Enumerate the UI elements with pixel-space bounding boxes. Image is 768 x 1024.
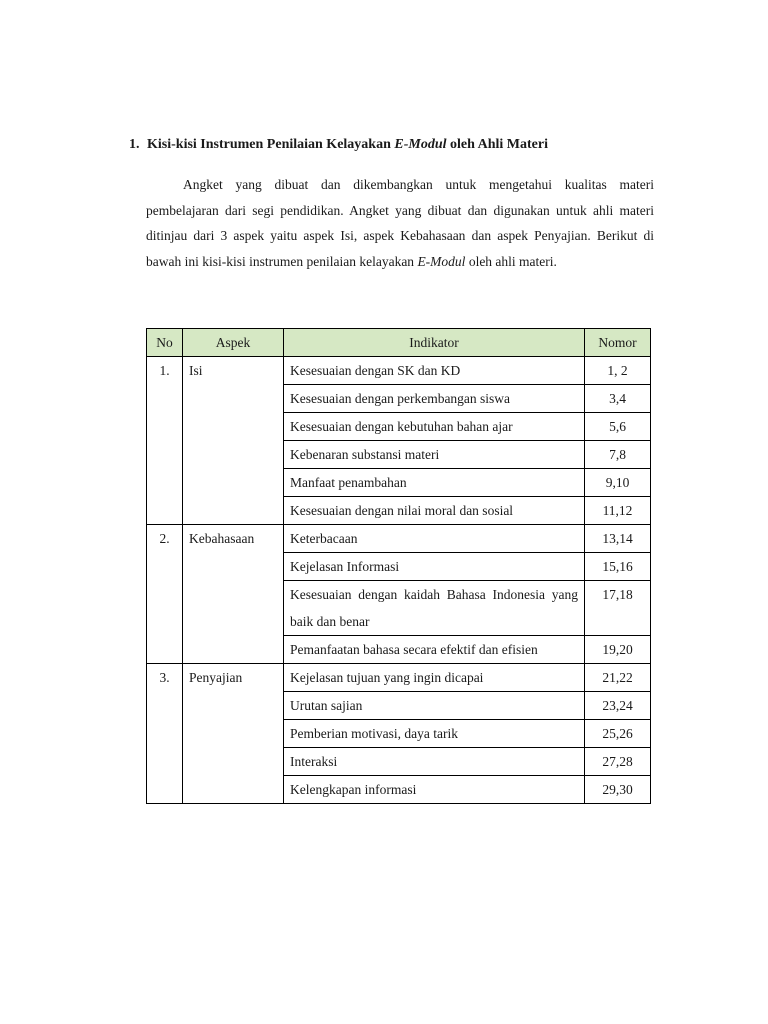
table-header-row xyxy=(147,329,651,357)
cell-indikator: Kesesuaian dengan kebutuhan bahan ajar xyxy=(284,413,585,441)
cell-no-empty xyxy=(147,469,183,497)
heading-italic-text: E-Modul xyxy=(394,137,447,152)
cell-nomor: 11,12 xyxy=(585,497,651,525)
cell-aspek-empty xyxy=(183,776,284,804)
cell-aspek-empty xyxy=(183,748,284,776)
table-row xyxy=(147,664,651,692)
cell-indikator: Pemberian motivasi, daya tarik xyxy=(284,720,585,748)
table-row xyxy=(147,441,651,469)
table-row xyxy=(147,776,651,804)
cell-indikator: Kejelasan tujuan yang ingin dicapai xyxy=(284,664,585,692)
cell-indikator: Kejelasan Informasi xyxy=(284,553,585,581)
cell-nomor: 27,28 xyxy=(585,748,651,776)
cell-indikator: Kesesuaian dengan nilai moral dan sosial xyxy=(284,497,585,525)
cell-aspek: Kebahasaan xyxy=(183,525,284,553)
cell-indikator: Manfaat penambahan xyxy=(284,469,585,497)
cell-indikator: Pemanfaatan bahasa secara efektif dan efisien xyxy=(284,636,585,664)
cell-aspek-empty xyxy=(183,441,284,469)
section-heading xyxy=(129,137,548,153)
cell-no: 3. xyxy=(147,664,183,692)
header-aspek: Aspek xyxy=(183,329,284,357)
cell-nomor: 5,6 xyxy=(585,413,651,441)
cell-aspek-empty xyxy=(183,720,284,748)
table-row xyxy=(147,692,651,720)
cell-aspek-empty xyxy=(183,636,284,664)
cell-aspek-empty xyxy=(183,469,284,497)
cell-no-empty xyxy=(147,497,183,525)
cell-no: 1. xyxy=(147,357,183,385)
table-row xyxy=(147,385,651,413)
instrument-grid-table xyxy=(146,328,651,804)
cell-nomor: 3,4 xyxy=(585,385,651,413)
cell-nomor: 9,10 xyxy=(585,469,651,497)
cell-aspek-empty xyxy=(183,413,284,441)
cell-indikator: Kelengkapan informasi xyxy=(284,776,585,804)
cell-nomor: 13,14 xyxy=(585,525,651,553)
table-row xyxy=(147,469,651,497)
table-row xyxy=(147,720,651,748)
cell-no-empty xyxy=(147,692,183,720)
heading-text: Kisi-kisi Instrumen Penilaian Kelayakan xyxy=(147,137,395,152)
intro-paragraph xyxy=(146,172,654,274)
cell-no-empty xyxy=(147,581,183,636)
cell-indikator: Interaksi xyxy=(284,748,585,776)
cell-no-empty xyxy=(147,636,183,664)
table-row xyxy=(147,525,651,553)
cell-aspek: Penyajian xyxy=(183,664,284,692)
table-row xyxy=(147,748,651,776)
cell-nomor: 29,30 xyxy=(585,776,651,804)
table-row xyxy=(147,581,651,636)
cell-no-empty xyxy=(147,720,183,748)
cell-indikator: Kesesuaian dengan kaidah Bahasa Indonesia yang baik dan benar xyxy=(284,581,585,636)
cell-no-empty xyxy=(147,441,183,469)
cell-no-empty xyxy=(147,385,183,413)
cell-indikator: Kesesuaian dengan perkembangan siswa xyxy=(284,385,585,413)
table-row xyxy=(147,413,651,441)
cell-nomor: 25,26 xyxy=(585,720,651,748)
cell-indikator: Keterbacaan xyxy=(284,525,585,553)
cell-indikator: Urutan sajian xyxy=(284,692,585,720)
table-row xyxy=(147,553,651,581)
header-nomor: Nomor xyxy=(585,329,651,357)
paragraph-text-end: oleh ahli materi. xyxy=(465,253,557,269)
section-number: 1. xyxy=(129,137,140,152)
cell-nomor: 15,16 xyxy=(585,553,651,581)
cell-no-empty xyxy=(147,748,183,776)
table-row xyxy=(147,357,651,385)
paragraph-text: Angket yang dibuat dan dikembangkan untuk mengetahui kualitas materi pembelajaran dari segi pendidikan. Angket yang dibuat dan digunakan untuk ahli materi ditinjau dari 3 aspek yaitu aspek Isi, aspek Kebahasaan dan aspek Penyajian. Berikut di bawah ini kisi-kisi instrumen penilaian kelayakan xyxy=(146,177,654,269)
cell-indikator: Kebenaran substansi materi xyxy=(284,441,585,469)
table-row xyxy=(147,636,651,664)
cell-no-empty xyxy=(147,776,183,804)
paragraph-italic-text: E-Modul xyxy=(417,253,466,269)
cell-aspek-empty xyxy=(183,553,284,581)
header-no: No xyxy=(147,329,183,357)
cell-aspek-empty xyxy=(183,581,284,636)
cell-indikator: Kesesuaian dengan SK dan KD xyxy=(284,357,585,385)
heading-text-end: oleh Ahli Materi xyxy=(446,137,548,152)
table-body xyxy=(147,357,651,804)
cell-aspek-empty xyxy=(183,385,284,413)
cell-nomor: 23,24 xyxy=(585,692,651,720)
header-indikator: Indikator xyxy=(284,329,585,357)
cell-aspek-empty xyxy=(183,692,284,720)
cell-aspek: Isi xyxy=(183,357,284,385)
cell-no-empty xyxy=(147,413,183,441)
cell-aspek-empty xyxy=(183,497,284,525)
cell-nomor: 21,22 xyxy=(585,664,651,692)
table-row xyxy=(147,497,651,525)
cell-nomor: 1, 2 xyxy=(585,357,651,385)
cell-no: 2. xyxy=(147,525,183,553)
cell-no-empty xyxy=(147,553,183,581)
cell-nomor: 7,8 xyxy=(585,441,651,469)
cell-nomor: 19,20 xyxy=(585,636,651,664)
cell-nomor: 17,18 xyxy=(585,581,651,636)
